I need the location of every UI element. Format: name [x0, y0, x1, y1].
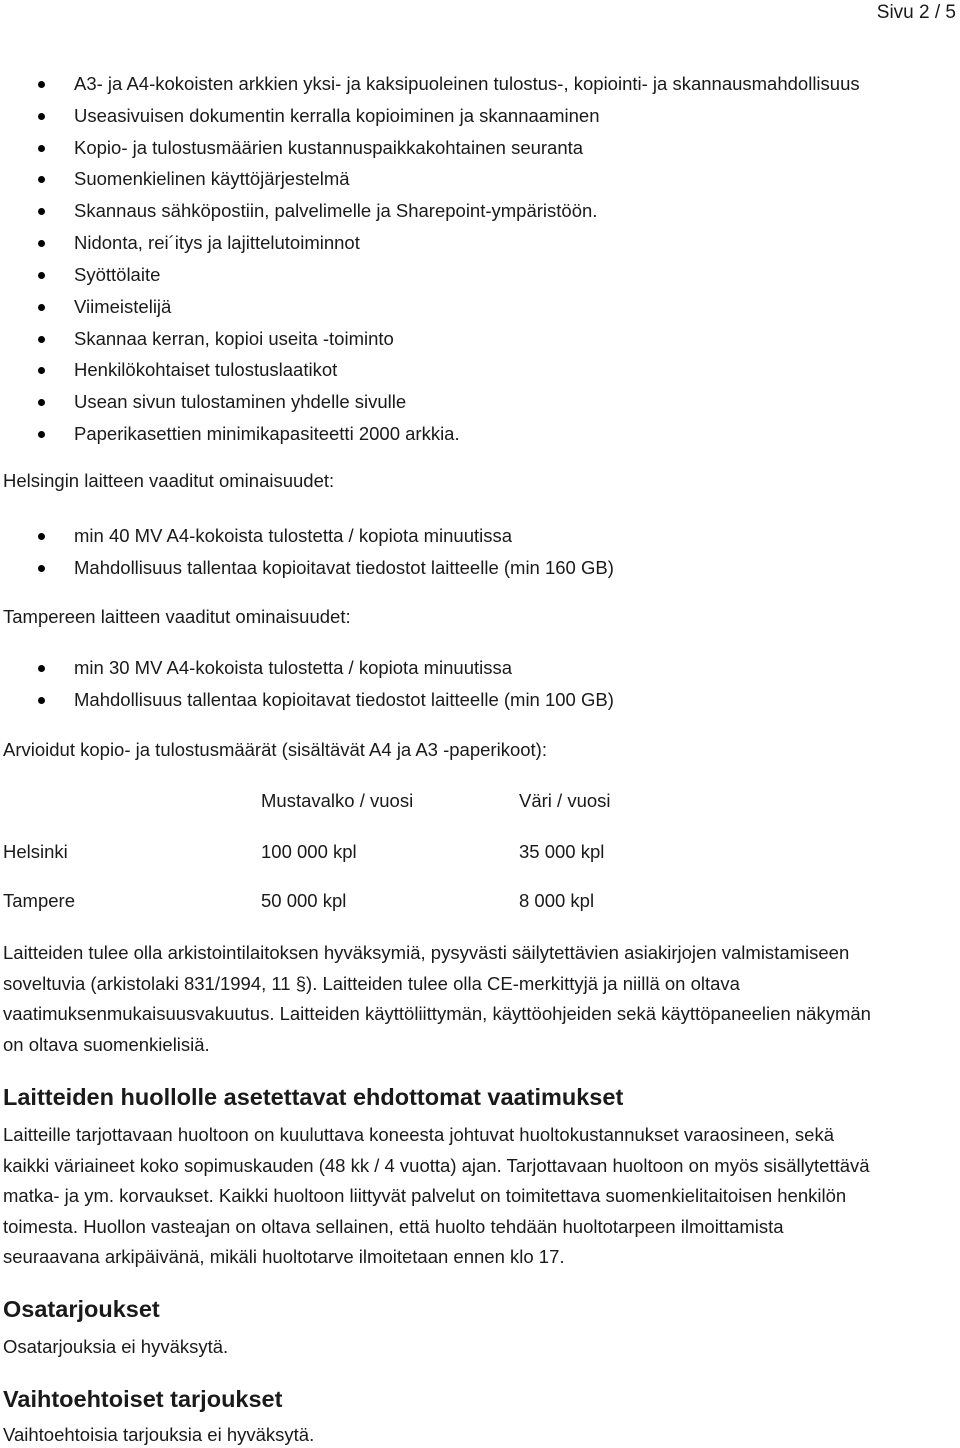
paragraph-line: on oltava suomenkielisiä.: [3, 1033, 210, 1055]
list-item: Kopio- ja tulostusmäärien kustannuspaikkakohtainen seuranta: [0, 132, 860, 164]
list-item: A3- ja A4-kokoisten arkkien yksi- ja kaksipuoleinen tulostus-, kopiointi- ja skannausmahdollisuus: [0, 68, 860, 100]
volumes-heading: Arvioidut kopio- ja tulostusmäärät (sisältävät A4 ja A3 -paperikoot):: [3, 739, 547, 760]
paragraph-line: Laitteille tarjottavaan huoltoon on kuuluttava koneesta johtuvat huoltokustannukset varaosineen, sekä: [3, 1124, 835, 1145]
list-item: Nidonta, rei´itys ja lajittelutoiminnot: [0, 227, 860, 259]
list-item: Useasivuisen dokumentin kerralla kopioiminen ja skannaaminen: [0, 100, 860, 132]
requirements-list: [0, 68, 860, 450]
list-item: Viimeistelijä: [0, 291, 860, 323]
helsinki-heading: Helsingin laitteen vaaditut ominaisuudet:: [3, 470, 335, 491]
tampere-requirements-list: [0, 652, 614, 716]
list-item: Skannaus sähköpostiin, palvelimelle ja Sharepoint-ympäristöön.: [0, 195, 860, 227]
partial-offers-heading: Osatarjoukset: [3, 1296, 160, 1322]
paragraph-line: vaatimuksenmukaisuusvakuutus. Laitteiden käyttöliittymän, käyttöohjeiden sekä käyttöpaneelien näkymän: [3, 1003, 871, 1024]
paragraph-line: soveltuvia (arkistolaki 831/1994, 11 §). Laitteiden tulee olla CE-merkittyjä ja niillä on oltava: [3, 972, 740, 994]
table-cell-city: Helsinki: [3, 841, 68, 862]
helsinki-requirements-list: [0, 520, 614, 584]
alternative-offers-text: Vaihtoehtoisia tarjouksia ei hyväksytä.: [3, 1424, 315, 1445]
table-cell-bw: 100 000 kpl: [261, 841, 357, 862]
list-item: Suomenkielinen käyttöjärjestelmä: [0, 163, 860, 195]
list-item: Syöttölaite: [0, 259, 860, 291]
list-item: Mahdollisuus tallentaa kopioitavat tiedostot laitteelle (min 160 GB): [0, 552, 614, 584]
paragraph-line: Laitteiden tulee olla arkistointilaitoksen hyväksymiä, pysyvästi säilytettävien asiakirjojen valmistamiseen: [3, 942, 850, 963]
list-item: Usean sivun tulostaminen yhdelle sivulle: [0, 386, 860, 418]
list-item: Henkilökohtaiset tulostuslaatikot: [0, 354, 860, 386]
paragraph-line: matka- ja ym. korvaukset. Kaikki huoltoon liittyvät palvelut on toimitettava suomenkielitaitoisen henkilön: [3, 1185, 847, 1206]
paragraph-line: seuraavana arkipäivänä, mikäli huoltotarve ilmoitetaan ennen klo 17.: [3, 1246, 565, 1267]
alternative-offers-heading: Vaihtoehtoiset tarjoukset: [3, 1386, 283, 1412]
list-item: min 40 MV A4-kokoista tulostetta / kopiota minuutissa: [0, 520, 614, 552]
table-cell-color: 8 000 kpl: [519, 890, 595, 911]
table-cell-city: Tampere: [3, 890, 75, 911]
tampere-heading: Tampereen laitteen vaaditut ominaisuudet:: [3, 606, 351, 627]
column-header-bw: Mustavalko / vuosi: [261, 790, 414, 811]
page-number: Sivu 2 / 5: [876, 2, 956, 23]
table-cell-color: 35 000 kpl: [519, 841, 605, 862]
list-item: Paperikasettien minimikapasiteetti 2000 arkkia.: [0, 418, 860, 450]
column-header-color: Väri / vuosi: [519, 790, 611, 811]
paragraph-line: toimesta. Huollon vasteajan on oltava sellainen, että huolto tehdään huoltotarpeen ilmoittamista: [3, 1215, 784, 1237]
list-item: min 30 MV A4-kokoista tulostetta / kopiota minuutissa: [0, 652, 614, 684]
paragraph-line: kaikki väriaineet koko sopimuskauden (48 kk / 4 vuotta) ajan. Tarjottavaan huoltoon on myös sisällytettävä: [3, 1154, 870, 1176]
maintenance-paragraph: [3, 1120, 958, 1273]
list-item: Mahdollisuus tallentaa kopioitavat tiedostot laitteelle (min 100 GB): [0, 684, 614, 716]
archive-paragraph: [3, 938, 958, 1060]
list-item: Skannaa kerran, kopioi useita -toiminto: [0, 323, 860, 355]
partial-offers-text: Osatarjouksia ei hyväksytä.: [3, 1336, 229, 1357]
maintenance-heading: Laitteiden huollolle asetettavat ehdottomat vaatimukset: [3, 1084, 624, 1110]
table-cell-bw: 50 000 kpl: [261, 890, 347, 911]
